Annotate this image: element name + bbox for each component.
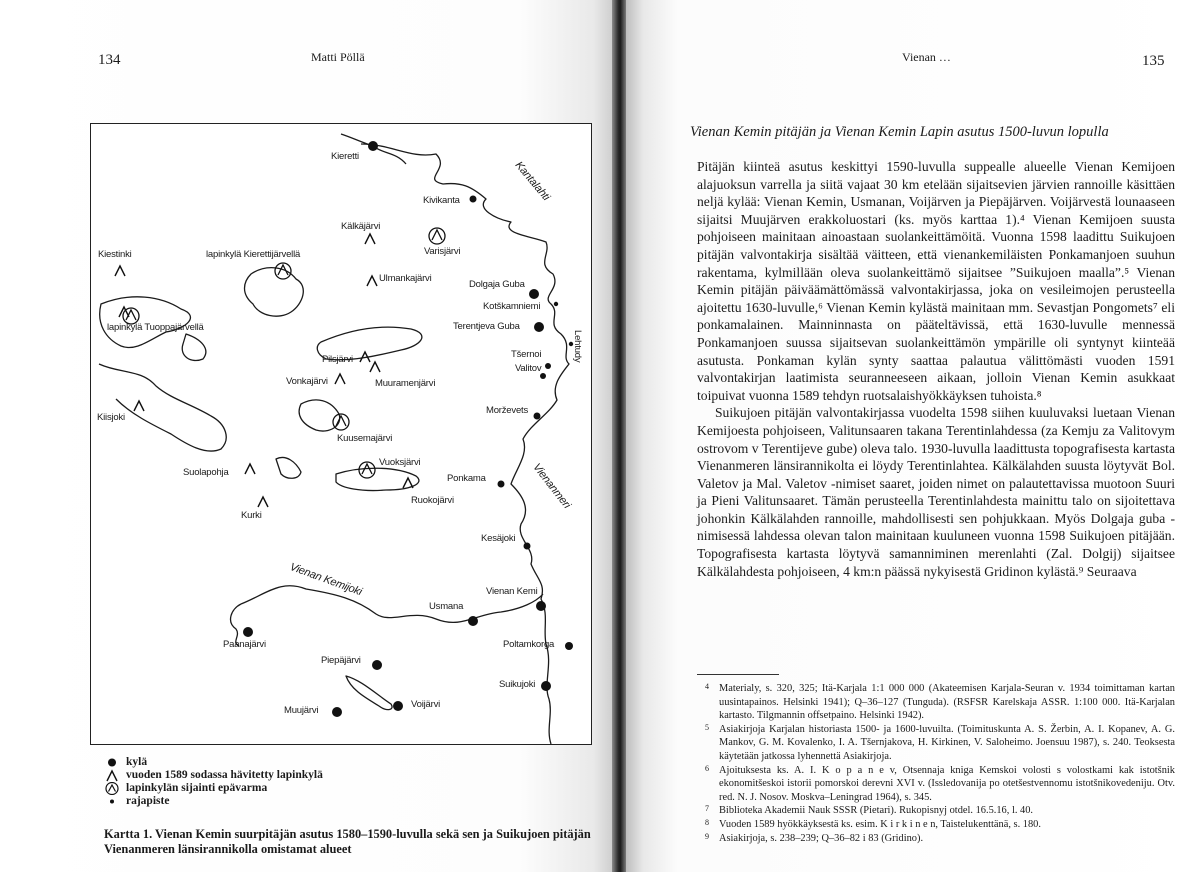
place-varisjarvi: Varisjärvi: [424, 246, 461, 257]
lake-suolapohja: [276, 457, 301, 478]
caret-kiestinki: [115, 266, 125, 276]
footnote-text: Asiakirjoja Karjalan historiasta 1500- ja 1600-luvuilta. (Toimituskunta A. S. Žerbin, A. I. Kopanev, A. G. Mankov, G. M. Kovalenko, I. A. Tšernjakova, H. Kirkinen, V. Saloheimo. Joensuu 1987), s. 240. Teoksesta käytetään jatkossa lyhennettä Asiakirjoja.: [719, 723, 1175, 762]
historical-map: [90, 123, 592, 745]
footnote: [697, 832, 1175, 846]
footnote-text: Vuoden 1589 hyökkäyksestä ks. esim. K i r k i n e n, Taistelukenttänä, s. 180.: [719, 818, 1041, 830]
village-dot-voijarvi: [393, 701, 403, 711]
place-vonkajarvi: Vonkajärvi: [286, 376, 328, 387]
lake-voijarvi: [346, 676, 392, 710]
map-caption: Kartta 1. Vienan Kemin suurpitäjän asutus 1580–1590-luvulla sekä sen ja Suikujoen pitäjän Vienanmeren länsirannikolla omistamat alueet: [104, 827, 591, 856]
small-dot-icon: [104, 795, 120, 808]
footnote-text: Biblioteka Akademii Nauk SSSR (Pietari). Rukopisnyj otdel. 16.5.16, l. 40.: [719, 805, 1034, 817]
village-dot-terentjeva-guba: [534, 322, 544, 332]
right-running-head: Vienan …: [902, 50, 951, 64]
circled-caret-kierettijarvi: [275, 263, 291, 279]
circled-caret-vuoksjarvi: [359, 462, 375, 478]
place-vienan-kemi: Vienan Kemi: [486, 586, 538, 597]
place-tsernoi: Tšernoi: [511, 349, 542, 360]
place-dolgaja-guba: Dolgaja Guba: [469, 279, 525, 290]
place-muujarvi: Muujärvi: [284, 705, 319, 716]
legend-item-destroyed-lapp-village: [104, 769, 524, 782]
caret-muuramenjarvi: [370, 362, 380, 372]
caret-kiisjoki: [134, 401, 144, 411]
river-label-vienan-kemijoki: Vienan Kemijoki: [288, 561, 364, 599]
lake-north-shore: [182, 334, 206, 361]
village-dot-dolgaja-guba: [529, 289, 539, 299]
body-text: [697, 158, 1175, 580]
circled-caret-kuusemajarvi: [333, 414, 349, 430]
footnote: [697, 818, 1175, 832]
caret-icon: [104, 769, 120, 782]
village-dot-kivikanta: [470, 196, 477, 203]
footnote-number: 4: [705, 682, 709, 691]
paragraph: Pitäjän kiinteä asutus keskittyi 1590-luvulla suppealle alueelle Vienan Kemijoen alajuoksun varrella ja siitä vajaat 30 km etelään sijaitsevien järvien rannoille käsittäen neljä kylää: Vienan Kemin, Usmanan, Voijärven ja Piepäjärven. Voijärvestä lounaaseen sijaitsi Muujärven erakkoluostari (ks. myös karttaa 1).⁴ Vienan Kemijoen suusta pohjoiseen mainitaan ainoastaan suolankeittämöitä. Vuonna 1598 laadittu Suikujoen pitäjän valvontakirja sisältää väitteen, että vienankemiläisten Ponkamanjoen suuhun rakentama, kylmillään oleva suolankeittämö sijaitsee ”Suikujoen maalla”.⁵ Vienan Kemin pitäjän päiväämättömässä valvontakirjassa, joka on vesileimojen perusteella ajoitettu 1630-luvulle,⁶ Vienan Kemin kylästä mainitaan mm. Sevastjan Pongomets⁷ eli ponkamalainen. Mainninnasta on pääteltävissä, että 1630-luvulle mennessä Ponkamanjoen suussa sijaitsevan suolankeittämön ympärille oli syntynyt kiinteää asutusta. Ponkaman kylän synty saattaa palautua välittömästi vuoden 1591 valvontakirjan laatimista seuranneeseen aikaan, jolloin Vienan Kemin asukkaat toipuivat vuonna 1589 tehdyn ruotsalaishyökkäyksen tuhoista.⁸: [697, 159, 1175, 403]
place-vuoksjarvi: Vuoksjärvi: [379, 457, 421, 468]
footnote-text: Ajoituksesta ks. A. I. K o p a n e v, Otsennaja kniga Kemskoi volosti s volostkami kak istotšnik ekonomitšeskoi istorii pomorskoi derevni XVI v. (Issledovanija po otetšestvennomu istotšnikovedeniju. Otv. red. N. J. Nosov. Moskva–Leningrad 1964), s. 345.: [719, 764, 1175, 803]
place-ulmankajarvi: Ulmankajärvi: [379, 273, 432, 284]
place-piepajarvi: Piepäjärvi: [321, 655, 361, 666]
lake-kierettijarvi: [245, 268, 304, 316]
legend-item-uncertain-location: [104, 782, 524, 795]
place-suikujoki: Suikujoki: [499, 679, 536, 690]
caret-kurki: [258, 497, 268, 507]
village-dot-kesajoki: [524, 543, 531, 550]
place-poltamkorga: Poltamkorga: [503, 639, 555, 650]
village-dot-tsernoi: [545, 363, 551, 369]
legend-label: kylä: [126, 756, 148, 768]
place-valitov: Valitov: [515, 363, 542, 374]
place-lehtudy: Lehtudy: [572, 330, 583, 363]
village-dot-usmana: [468, 616, 478, 626]
right-page-number: 135: [1142, 53, 1165, 69]
border-point-kotskamniemi: [554, 302, 558, 306]
footnote: [697, 804, 1175, 818]
village-dot-suikujoki: [541, 681, 551, 691]
left-running-head: Matti Pöllä: [311, 50, 365, 64]
circled-caret-varisjarvi: [429, 228, 445, 244]
legend-item-border-point: [104, 795, 524, 808]
place-suolapohja: Suolapohja: [183, 467, 229, 478]
caret-ruokojarvi: [403, 478, 413, 488]
village-dot-paanajarvi: [243, 627, 253, 637]
lake-west-shore: [99, 364, 226, 451]
sea-label-vienanmeri: Vienanmeri: [530, 461, 573, 511]
place-usmana: Usmana: [429, 601, 464, 612]
place-kesajoki: Kesäjoki: [481, 533, 516, 544]
paragraph: Suikujoen pitäjän valvontakirjassa vuodelta 1598 siihen kuuluvaksi luetaan Vienan Kemijoesta pohjoiseen, Valitunsaaren takana Terentinlahdessa (za Kemju za Valitovym ostrovom v Terentijeve gube) oleva talo. 1930-luvulla laadittusta topografisesta kartasta Vienanmeren länsirannikolta ei löydy Terentinlahtea. Kälkälahden suusta löytyvät Bol. Valetov ja Mal. Valetov -nimiset saaret, joiden nimet on palautettavissa muotoon Suuri ja Pieni Valitunsaaret. Tämän perusteella Terentinlahdesta mainittu talo on sijoitettava johonkin Kälkälahden rannoille, mahdollisesti sen pohjukkaan. Myös Dolgaja guba -nimisessä lahdessa olevan talon mainitaan kuuluneen vuonna 1598 Suikujoen pitäjään. Topografisesta kartasta löytyvä samanniminen merenlahti (Zal. Dolgij) sijaitsee Kälkälahdesta pohjoiseen, 4 km:n päässä nykyisestä Gridinon kylästä.⁹ Seuraava: [697, 405, 1175, 579]
dot-icon: [104, 756, 120, 769]
village-dot-morzevets: [534, 413, 541, 420]
place-terentjeva-guba: Terentjeva Guba: [453, 321, 520, 332]
place-ponkama: Ponkama: [447, 473, 486, 484]
legend-label: lapinkylän sijainti epävarma: [126, 782, 268, 794]
footnote-number: 6: [705, 763, 709, 773]
legend-item-village: [104, 756, 524, 769]
place-voijarvi: Voijärvi: [411, 699, 441, 710]
footnote: [697, 723, 1175, 764]
village-dot-muujarvi: [332, 707, 342, 717]
place-kiisjoki: Kiisjoki: [97, 412, 125, 423]
village-dot-vienan-kemi: [536, 601, 546, 611]
caret-suolapohja: [245, 464, 255, 474]
footnote-number: 5: [705, 722, 709, 732]
footnote-text: Materialy, s. 320, 325; Itä-Karjala 1:1 000 000 (Akateemisen Karjala-Seuran v. 1934 toimittaman kartan uusintapainos. Helsinki 1941); Q–36–127 (Tunguda). (RSFSR Karelskaja ASSR. 1:100 000. Itä-Karjalan kartasto. Tilgmannin offsetpaino. Helsinki 1942).: [719, 683, 1175, 722]
footnotes: [697, 682, 1175, 845]
footnote-number: 7: [705, 804, 709, 814]
map-legend: [104, 756, 524, 808]
place-muuramenjarvi: Muuramenjärvi: [375, 378, 436, 389]
place-lapinkyla-tuoppajarvella: lapinkylä Tuoppajärvellä: [107, 322, 204, 333]
place-kieretti: Kieretti: [331, 151, 359, 162]
village-dot-poltamkorga: [565, 642, 573, 650]
section-heading: Vienan Kemin pitäjän ja Vienan Kemin Lapin asutus 1500-luvun lopulla: [690, 124, 1109, 140]
village-dot-piepajarvi: [372, 660, 382, 670]
left-page-number: 134: [98, 52, 121, 68]
caret-kalkajarvi: [365, 234, 375, 244]
village-dot-kieretti: [368, 141, 378, 151]
footnote: [697, 682, 1175, 723]
footnote-number: 9: [705, 831, 709, 841]
place-kuusemajarvi: Kuusemajärvi: [337, 433, 393, 444]
place-kalkajarvi: Kälkäjärvi: [341, 221, 381, 232]
lake-vuoksjarvi: [336, 468, 419, 490]
place-lapinkyla-kierettijarvella: lapinkylä Kierettijärvellä: [206, 249, 301, 260]
place-kiestinki: Kiestinki: [98, 249, 132, 260]
legend-label: rajapiste: [126, 795, 170, 807]
place-kurki: Kurki: [241, 510, 262, 521]
caret-vonkajarvi: [335, 374, 345, 384]
footnote: [697, 764, 1175, 805]
sea-label-kantalahti: Kantalahti: [512, 159, 552, 204]
place-morzevets: Morževets: [486, 405, 529, 416]
place-ruokojarvi: Ruokojärvi: [411, 495, 454, 506]
footnote-text: Asiakirjoja, s. 238–239; Q–36–82 i 83 (Gridino).: [719, 832, 924, 844]
footnote-number: 8: [705, 817, 709, 827]
place-kotskamniemi: Kotškamniemi: [483, 301, 541, 312]
book-gutter: [612, 0, 626, 872]
legend-label: vuoden 1589 sodassa hävitetty lapinkylä: [126, 769, 323, 781]
village-dot-ponkama: [498, 481, 505, 488]
place-pilsjarvi: Pilsjärvi: [322, 354, 353, 365]
place-kivikanta: Kivikanta: [423, 195, 460, 206]
place-paanajarvi: Paanajärvi: [223, 639, 266, 650]
caret-ulmankajarvi: [367, 276, 377, 286]
coastline: [361, 144, 569, 744]
circled-caret-icon: [104, 782, 120, 795]
footnote-rule: [697, 674, 779, 675]
